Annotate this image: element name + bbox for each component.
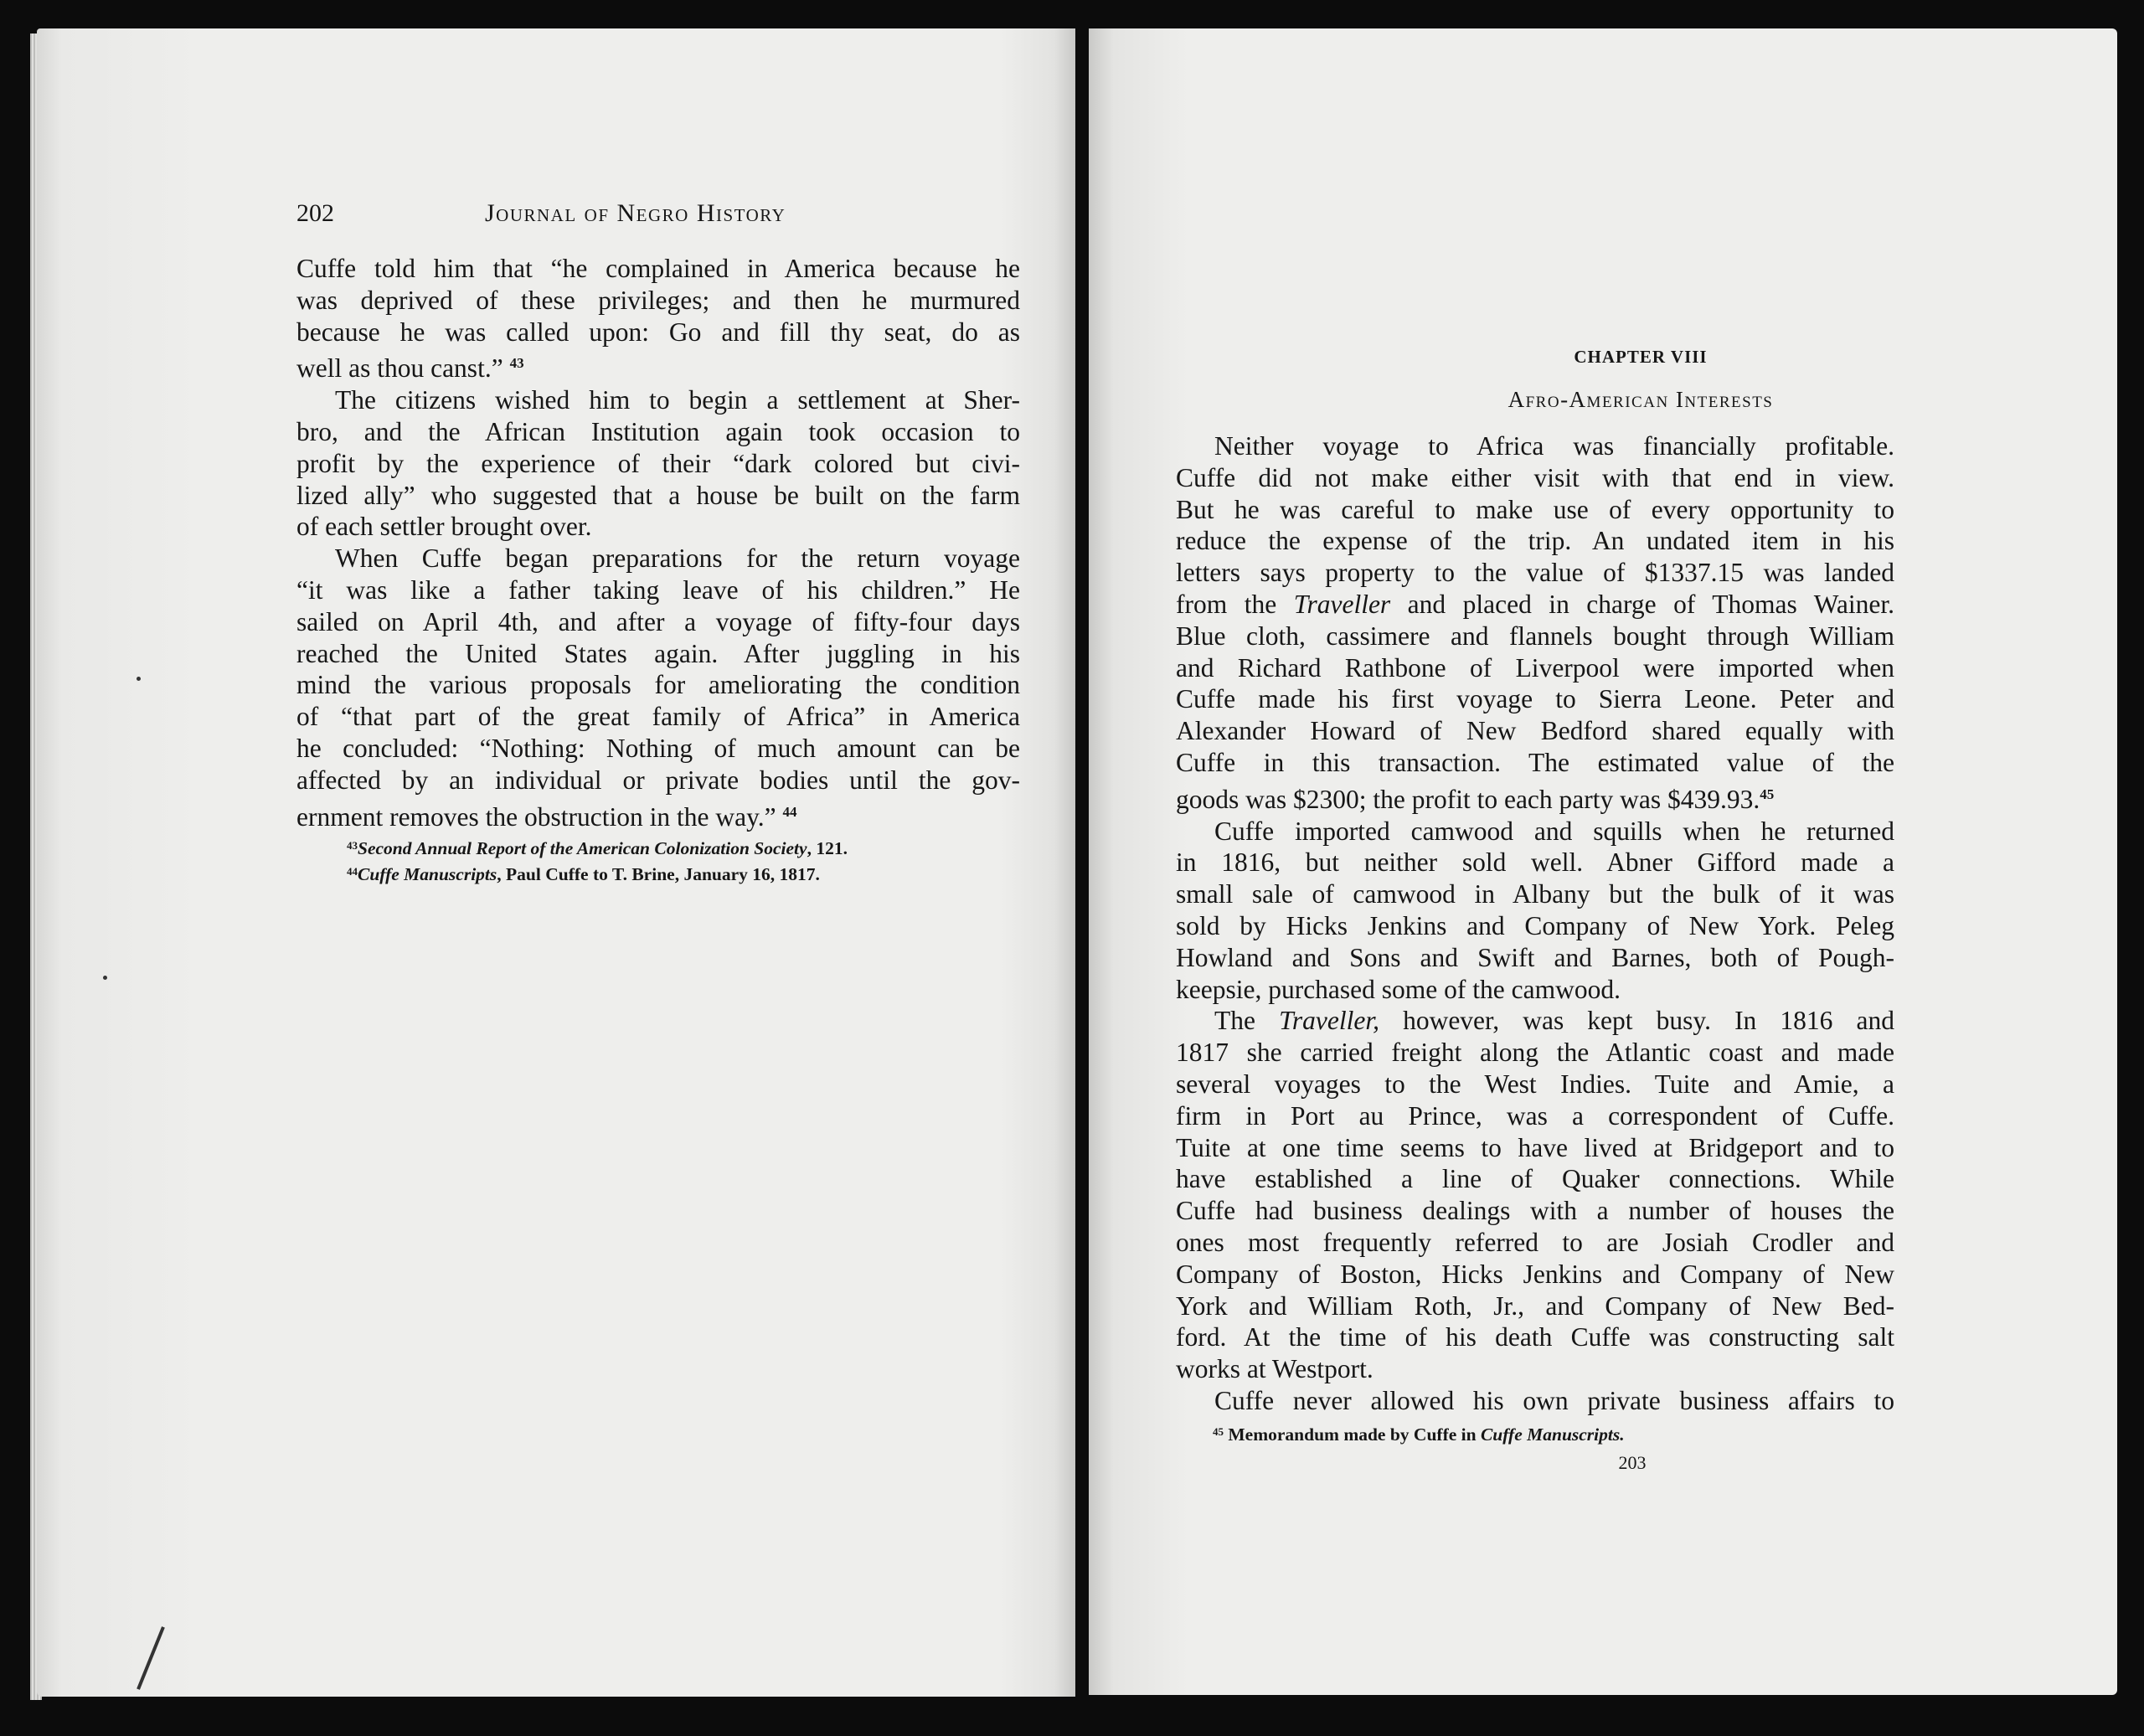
text-segment: Company of Boston, Hicks Jenkins and Company of New: [1176, 1259, 1894, 1289]
text-segment: in 1816, but neither sold well. Abner Gifford made a: [1176, 847, 1894, 878]
text-line: [296, 669, 1020, 701]
text-segment: Cuffe made his first voyage to Sierra Leone. Peter and: [1176, 684, 1894, 714]
text-segment: When Cuffe began preparations for the return voyage: [335, 543, 1020, 574]
text-segment: and Richard Rathbone of Liverpool were imported when: [1176, 652, 1894, 683]
text-line: [296, 638, 1020, 670]
text-line: [1176, 1037, 1894, 1069]
text-line: [296, 606, 1020, 638]
text-segment: keepsie, purchased some of the camwood.: [1176, 974, 1621, 1004]
text-segment: bro, and the African Institution again took occasion to: [296, 416, 1020, 446]
text-line: [296, 285, 1020, 317]
text-line: [296, 253, 1020, 285]
scan-speck: [137, 677, 141, 681]
text-line: [1176, 557, 1894, 589]
text-line: [296, 733, 1020, 765]
text-line: [1176, 1290, 1894, 1322]
footnote: [347, 860, 848, 886]
text-segment: Neither voyage to Africa was financially profitable.: [1214, 431, 1894, 461]
footnote-marker: 44: [782, 803, 797, 820]
text-line: [296, 480, 1020, 512]
text-line: [1176, 779, 1894, 816]
text-segment: because he was called upon: Go and fill thy seat, do as: [296, 317, 1020, 347]
text-segment: Howland and Sons and Swift and Barnes, both of Pough-: [1176, 942, 1894, 972]
text-segment: 1817 she carried freight along the Atlantic coast and made: [1176, 1038, 1894, 1068]
text-segment: ernment removes the obstruction in the way.”: [296, 801, 783, 832]
text-segment: Cuffe in this transaction. The estimated value of the: [1176, 747, 1894, 777]
left-footnotes: [347, 834, 848, 886]
text-segment: from the: [1176, 589, 1294, 619]
text-line: [296, 574, 1020, 606]
text-line: [1176, 847, 1894, 878]
text-segment: Memorandum made by Cuffe in: [1224, 1424, 1481, 1445]
text-line: [1176, 816, 1894, 847]
text-line: [296, 317, 1020, 348]
text-segment: of “that part of the great family of Africa” in America: [296, 702, 1020, 732]
text-line: [1176, 1353, 1894, 1385]
right-body-text: [1176, 430, 1894, 1417]
text-line: [296, 416, 1020, 448]
text-segment: Traveller: [1293, 589, 1391, 619]
text-segment: firm in Port au Prince, was a correspondent of Cuffe.: [1176, 1100, 1894, 1131]
text-line: [1176, 1163, 1894, 1195]
text-segment: sailed on April 4th, and after a voyage of fifty-four days: [296, 606, 1020, 636]
text-line: [1176, 715, 1894, 747]
page-number: 203: [1618, 1452, 1647, 1473]
text-segment: affected by an individual or private bodies until the gov-: [296, 765, 1020, 795]
text-segment: several voyages to the West Indies. Tuite and Amie, a: [1176, 1069, 1894, 1099]
text-line: [1176, 462, 1894, 494]
text-segment: , 121.: [807, 838, 848, 858]
right-footnotes: [1213, 1420, 1625, 1446]
page-number: 202: [296, 199, 334, 227]
text-line: [1176, 747, 1894, 779]
text-segment: Cuffe Manuscripts: [358, 864, 497, 884]
text-segment: But he was careful to make use of every opportunity to: [1176, 494, 1894, 524]
text-line: [296, 384, 1020, 416]
running-head: Journal of Negro History: [485, 199, 786, 227]
footnote: [1213, 1420, 1625, 1446]
text-line: [1176, 878, 1894, 910]
footnote-marker: 43: [509, 355, 524, 372]
text-segment: The citizens wished him to begin a settlement at Sher-: [335, 385, 1020, 415]
text-segment: Cuffe did not make either visit with that end in view.: [1176, 462, 1894, 492]
text-line: [1176, 652, 1894, 684]
text-line: [1176, 974, 1894, 1006]
text-line: [296, 448, 1020, 480]
text-line: [1176, 1195, 1894, 1227]
text-line: [1176, 525, 1894, 557]
text-segment: Cuffe never allowed his own private business affairs to: [1214, 1385, 1894, 1415]
text-line: [1176, 1259, 1894, 1290]
footnote: [347, 834, 848, 860]
text-segment: mind the various proposals for ameliorating the condition: [296, 670, 1020, 700]
text-segment: Alexander Howard of New Bedford shared equally with: [1176, 716, 1894, 746]
text-line: [1176, 1100, 1894, 1132]
chapter-label: CHAPTER VIII: [1574, 347, 1708, 367]
text-segment: reduce the expense of the trip. An undated item in his: [1176, 526, 1894, 556]
text-line: [296, 701, 1020, 733]
text-segment: Second Annual Report of the American Colonization Society: [358, 838, 807, 858]
left-body-text: [296, 253, 1020, 832]
text-segment: sold by Hicks Jenkins and Company of New York. Peleg: [1176, 910, 1894, 940]
text-segment: was deprived of these privileges; and then he murmured: [296, 285, 1020, 315]
text-line: [1176, 1069, 1894, 1100]
text-segment: Cuffe had business dealings with a number of houses the: [1176, 1196, 1894, 1226]
text-line: [1176, 1227, 1894, 1259]
text-segment: York and William Roth, Jr., and Company of New Bed-: [1176, 1290, 1894, 1321]
text-segment: Traveller,: [1279, 1006, 1379, 1036]
text-segment: however, was kept busy. In 1816 and: [1379, 1006, 1894, 1036]
text-segment: Cuffe Manuscripts.: [1480, 1424, 1625, 1445]
text-segment: have established a line of Quaker connections. While: [1176, 1164, 1894, 1194]
footnote-marker: 45: [1760, 786, 1775, 802]
text-segment: Tuite at one time seems to have lived at Bridgeport and to: [1176, 1132, 1894, 1162]
text-line: [1176, 1005, 1894, 1037]
text-segment: , Paul Cuffe to T. Brine, January 16, 1817.: [497, 864, 820, 884]
text-segment: ford. At the time of his death Cuffe was constructing salt: [1176, 1322, 1894, 1352]
text-segment: he concluded: “Nothing: Nothing of much amount can be: [296, 733, 1020, 763]
text-segment: The: [1214, 1006, 1280, 1036]
footnote-marker: 44: [347, 865, 358, 878]
text-segment: ones most frequently referred to are Josiah Crodler and: [1176, 1227, 1894, 1257]
text-segment: small sale of camwood in Albany but the bulk of it was: [1176, 879, 1894, 909]
footnote-marker: 45: [1213, 1425, 1224, 1438]
text-line: [1176, 621, 1894, 652]
text-segment: and placed in charge of Thomas Wainer.: [1390, 589, 1894, 619]
text-line: [1176, 589, 1894, 621]
text-line: [1176, 1385, 1894, 1417]
text-line: [296, 543, 1020, 574]
chapter-title: Afro-American Interests: [1508, 387, 1774, 412]
text-segment: profit by the experience of their “dark colored but civi-: [296, 448, 1020, 478]
scan-speck: [103, 976, 107, 980]
text-segment: works at Westport.: [1176, 1354, 1374, 1384]
text-line: [1176, 494, 1894, 526]
text-segment: reached the United States again. After juggling in his: [296, 638, 1020, 668]
text-line: [1176, 910, 1894, 942]
text-line: [296, 511, 1020, 543]
text-segment: “it was like a father taking leave of his children.” He: [296, 574, 1020, 605]
text-segment: well as thou canst.”: [296, 353, 510, 384]
text-line: [296, 796, 1020, 833]
text-segment: Cuffe told him that “he complained in America because he: [296, 254, 1020, 283]
text-line: [1176, 1321, 1894, 1353]
footnote-marker: 43: [347, 839, 358, 852]
text-segment: Blue cloth, cassimere and flannels bought through William: [1176, 621, 1894, 651]
text-line: [296, 765, 1020, 796]
text-line: [296, 348, 1020, 384]
text-segment: letters says property to the value of $1337.15 was landed: [1176, 558, 1894, 588]
text-segment: goods was $2300; the profit to each party was $439.93.: [1176, 784, 1760, 814]
text-segment: lized ally” who suggested that a house be built on the farm: [296, 480, 1020, 510]
text-line: [1176, 1132, 1894, 1164]
text-segment: Cuffe imported camwood and squills when he returned: [1214, 816, 1894, 846]
text-line: [1176, 942, 1894, 974]
text-line: [1176, 430, 1894, 462]
text-segment: of each settler brought over.: [296, 512, 592, 542]
text-line: [1176, 683, 1894, 715]
